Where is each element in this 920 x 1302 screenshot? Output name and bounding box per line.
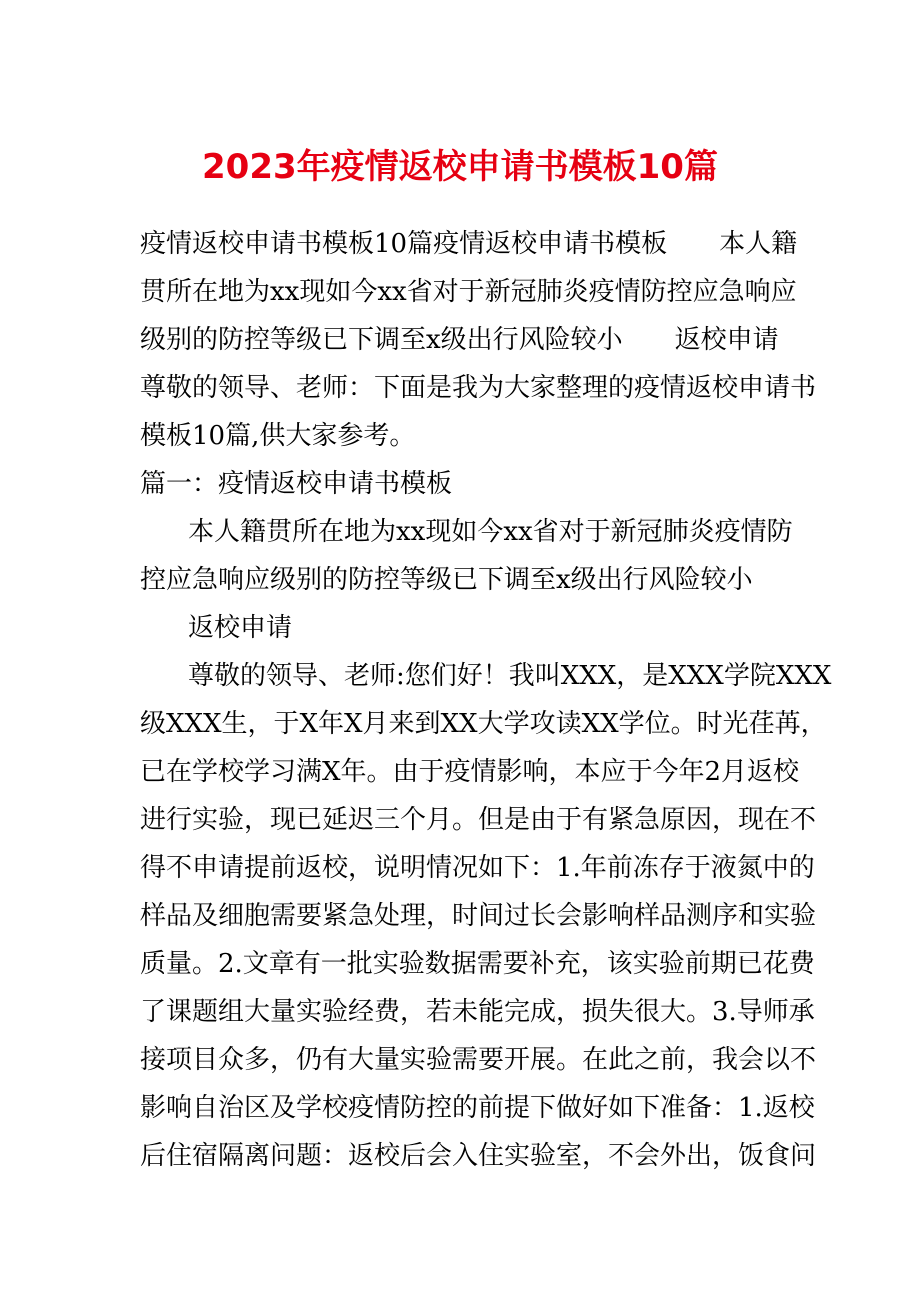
- body-line: 接项目众多，仍有大量实验需要开展。在此之前，我会以不: [140, 1045, 817, 1075]
- body-line: 尊敬的领导、老师：下面是我为大家整理的疫情返校申请书: [140, 373, 817, 403]
- body-line: 已在学校学习满X年。由于疫情影响，本应于今年2月返校: [140, 757, 800, 787]
- body-line: 进行实验，现已延迟三个月。但是由于有紧急原因，现在不: [140, 805, 817, 835]
- body-line: 影响自治区及学校疫情防控的前提下做好如下准备：1.返校: [140, 1093, 815, 1123]
- body-line: 贯所在地为xx现如今xx省对于新冠肺炎疫情防控应急响应: [140, 277, 797, 307]
- body-line: 级XXX生，于X年X月来到XX大学攻读XX学位。时光荏苒，: [140, 709, 827, 739]
- body-line: 了课题组大量实验经费，若未能完成，损失很大。3.导师承: [140, 997, 815, 1027]
- body-line: 疫情返校申请书模板10篇疫情返校申请书模板 本人籍: [140, 229, 798, 259]
- body-line: 返校申请: [188, 613, 293, 643]
- body-line: 模板10篇,供大家参考。: [140, 421, 416, 451]
- body-line: 本人籍贯所在地为xx现如今xx省对于新冠肺炎疫情防: [188, 517, 793, 547]
- body-line: 样品及细胞需要紧急处理，时间过长会影响样品测序和实验: [140, 901, 817, 931]
- section-heading: 篇一：疫情返校申请书模板: [140, 469, 453, 499]
- body-line: 质量。2.文章有一批实验数据需要补充，该实验前期已花费: [140, 949, 815, 979]
- body-line: 得不申请提前返校，说明情况如下：1.年前冻存于液氮中的: [140, 853, 815, 883]
- body-line: 后住宿隔离问题：返校后会入住实验室，不会外出，饭食问: [140, 1141, 817, 1171]
- body-line: 控应急响应级别的防控等级已下调至x级出行风险较小: [140, 565, 753, 595]
- body-line: 尊敬的领导、老师:您们好！我叫XXX，是XXX学院XXX: [188, 661, 832, 691]
- document-title: 2023年疫情返校申请书模板10篇: [202, 147, 718, 187]
- body-line: 级别的防控等级已下调至x级出行风险较小 返校申请: [140, 325, 779, 355]
